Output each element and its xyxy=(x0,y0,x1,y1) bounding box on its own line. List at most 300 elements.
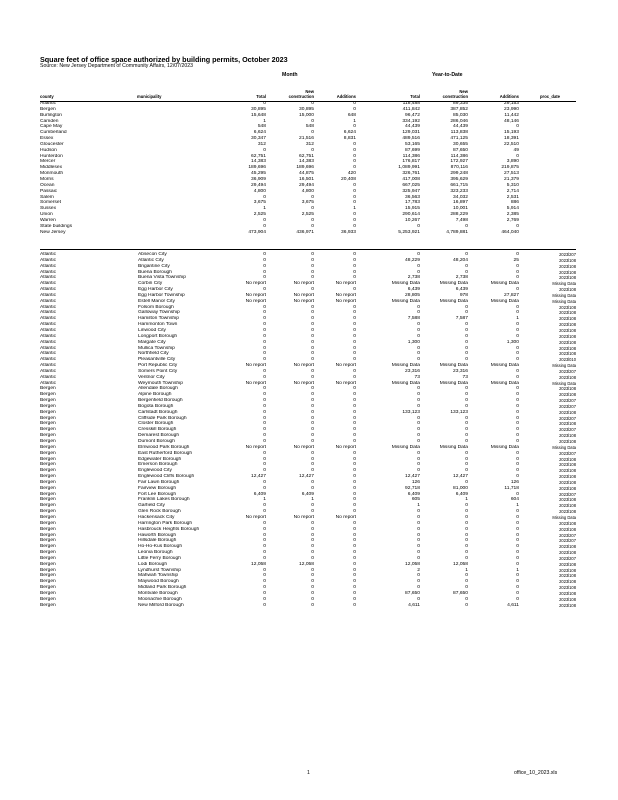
table-cell: Absecon City xyxy=(138,252,167,257)
table-cell: 0 xyxy=(353,503,356,509)
table-cell: 87,650 xyxy=(405,590,420,596)
detail-table xyxy=(40,252,576,608)
table-cell: 29,494 xyxy=(251,182,266,188)
table-cell: No report xyxy=(293,281,314,287)
table-cell: 0 xyxy=(417,468,420,474)
table-cell: 0 xyxy=(353,415,356,421)
table-cell: 0 xyxy=(465,345,468,351)
table-cell: 20,408 xyxy=(341,176,356,182)
table-cell: 548 xyxy=(257,124,266,130)
table-cell: 0 xyxy=(353,409,356,415)
table-cell: No report xyxy=(293,444,314,450)
table-cell: 0 xyxy=(353,485,356,491)
table-cell: 0 xyxy=(311,263,314,269)
table-cell: 0 xyxy=(353,269,356,275)
table-cell: Fair Lawn Borough xyxy=(138,479,180,485)
table-cell: 0 xyxy=(465,579,468,585)
table-cell: 27,827 xyxy=(504,292,519,298)
table-cell: 172,927 xyxy=(450,159,468,165)
table-cell: 1 xyxy=(353,118,356,124)
table-cell: 0 xyxy=(263,269,266,275)
table-cell: Midland Park Borough xyxy=(138,585,187,591)
table-cell: 0 xyxy=(263,386,266,392)
table-cell: 0 xyxy=(516,263,519,269)
table-cell: 0 xyxy=(353,124,356,130)
table-cell: 62,751 xyxy=(251,153,266,159)
table-cell: 0 xyxy=(263,304,266,310)
table-cell: 0 xyxy=(417,223,420,229)
table-cell: 0 xyxy=(353,538,356,544)
table-cell: Bergen xyxy=(40,444,56,450)
table-cell: Bergen xyxy=(40,392,56,398)
table-cell: 4,611 xyxy=(507,602,519,608)
table-cell: 0 xyxy=(417,269,420,275)
table-cell: 30,895 xyxy=(299,106,314,112)
table-cell: 0 xyxy=(263,357,266,363)
table-cell: 2023l207 xyxy=(559,450,576,456)
table-cell: 661,715 xyxy=(450,182,468,188)
table-cell: 0 xyxy=(311,462,314,468)
table-cell: 0 xyxy=(417,357,420,363)
table-cell: 7,588 xyxy=(407,316,420,322)
table-cell: 0 xyxy=(417,456,420,462)
table-cell: Linwood City xyxy=(138,327,166,333)
table-cell: 0 xyxy=(465,333,468,339)
table-cell: 0 xyxy=(465,415,468,421)
table-cell: 25 xyxy=(513,257,519,263)
table-cell: 0 xyxy=(263,532,266,538)
table-cell: 6,409 xyxy=(301,491,314,497)
table-cell: Bergen xyxy=(40,106,56,112)
table-cell: Missing Data xyxy=(552,281,576,287)
table-cell: Bergen xyxy=(40,503,56,509)
table-cell: 0 xyxy=(465,327,468,333)
table-cell: 96,472 xyxy=(405,112,420,118)
table-cell: 1,300 xyxy=(407,339,420,345)
table-cell: Demarest Borough xyxy=(138,433,180,439)
table-cell: 0 xyxy=(465,450,468,456)
table-cell: 0 xyxy=(353,520,356,526)
table-cell: 0 xyxy=(516,427,519,433)
table-cell: Ocean xyxy=(40,182,55,188)
table-cell: 0 xyxy=(311,538,314,544)
table-cell: Missing Data xyxy=(490,380,519,386)
table-cell: 0 xyxy=(353,433,356,439)
table-cell: 0 xyxy=(516,322,519,328)
table-cell: 0 xyxy=(353,194,356,200)
table-cell: 0 xyxy=(417,550,420,556)
table-cell: Harrington Park Borough xyxy=(138,520,193,526)
table-cell: Cliffside Park Borough xyxy=(138,415,187,421)
table-cell: Atlantic xyxy=(40,333,57,339)
table-cell: 0 xyxy=(516,561,519,567)
table-cell: Atlantic xyxy=(40,304,57,310)
table-cell: 0 xyxy=(516,398,519,404)
table-cell: 10,001 xyxy=(453,206,468,212)
table-cell: 2023l108 xyxy=(559,579,576,585)
table-cell: 1 xyxy=(263,206,266,212)
table-cell: Englewood City xyxy=(138,468,172,474)
table-cell: 0 xyxy=(417,421,420,427)
table-cell: 15,648 xyxy=(251,112,266,118)
table-cell: 0 xyxy=(353,392,356,398)
table-cell: 4,800 xyxy=(301,188,314,194)
table-cell: 0 xyxy=(311,590,314,596)
table-cell: 870,116 xyxy=(450,165,468,171)
table-cell: 3,675 xyxy=(301,200,314,206)
table-cell: 2023l108 xyxy=(559,567,576,573)
table-cell: 290,614 xyxy=(402,212,420,218)
table-cell: Dumont Borough xyxy=(138,439,175,444)
table-cell: 12,427 xyxy=(453,474,468,480)
table-cell: Morris xyxy=(40,176,54,182)
table-cell: 0 xyxy=(311,526,314,532)
table-cell: 0 xyxy=(311,415,314,421)
table-cell: New Milford Borough xyxy=(138,602,184,608)
table-cell: 0 xyxy=(353,316,356,322)
table-cell: 1 xyxy=(516,503,519,509)
table-cell: 2023l108 xyxy=(559,544,576,550)
table-cell: 0 xyxy=(311,409,314,415)
table-cell: Atlantic xyxy=(40,368,57,374)
table-cell: 0 xyxy=(465,573,468,579)
table-cell: 2023l108 xyxy=(559,421,576,427)
table-cell: 6,409 xyxy=(253,491,266,497)
table-cell: 2023l108 xyxy=(559,287,576,293)
table-cell: 0 xyxy=(311,269,314,275)
table-cell: Margate City xyxy=(138,339,166,345)
table-cell: 0 xyxy=(311,567,314,573)
table-cell: 1 xyxy=(311,497,314,503)
group-header-month: Month xyxy=(282,72,298,78)
table-cell: 0 xyxy=(516,304,519,310)
table-cell: 28,805 xyxy=(405,292,420,298)
table-cell: 0 xyxy=(311,101,314,106)
table-cell: 2023l108 xyxy=(559,485,576,491)
table-cell: 0 xyxy=(311,345,314,351)
table-cell: 0 xyxy=(465,462,468,468)
table-cell: 2023l108 xyxy=(559,561,576,567)
table-cell: 30,655 xyxy=(453,141,468,147)
table-cell: 15,915 xyxy=(405,206,420,212)
table-cell: 0 xyxy=(516,555,519,561)
table-cell: 0 xyxy=(353,561,356,567)
table-cell: Salem xyxy=(40,194,54,200)
table-cell: Leonia Borough xyxy=(138,550,173,556)
table-cell: 0 xyxy=(465,585,468,591)
table-cell: 1,300 xyxy=(506,339,519,345)
table-cell: Bergen xyxy=(40,509,56,515)
table-cell: 0 xyxy=(311,532,314,538)
table-cell: 0 xyxy=(465,386,468,392)
table-cell: 0 xyxy=(263,468,266,474)
table-cell: 0 xyxy=(417,333,420,339)
table-cell: 0 xyxy=(311,147,314,153)
table-cell: 0 xyxy=(516,491,519,497)
table-cell: 0 xyxy=(311,427,314,433)
table-cell: Somers Point City xyxy=(138,368,178,374)
table-cell: 44,875 xyxy=(299,171,314,177)
table-cell: Haworth Borough xyxy=(138,532,177,538)
table-cell: Bergen xyxy=(40,538,56,544)
table-cell: 0 xyxy=(516,351,519,357)
column-header-total: Total xyxy=(256,94,266,99)
table-cell: 12,427 xyxy=(251,474,266,480)
table-cell: No report xyxy=(245,292,266,298)
table-cell: 0 xyxy=(311,509,314,515)
table-cell: 0 xyxy=(263,526,266,532)
table-cell: 0 xyxy=(353,188,356,194)
table-cell: 312 xyxy=(305,141,314,147)
table-cell: 45,295 xyxy=(251,171,266,177)
table-cell: 0 xyxy=(417,398,420,404)
table-cell: 2023l108 xyxy=(559,526,576,532)
table-cell: 2023l207 xyxy=(559,491,576,497)
table-cell: 12,427 xyxy=(299,474,314,480)
table-cell: Atlantic xyxy=(40,287,57,293)
table-cell: Missing Data xyxy=(490,444,519,450)
table-cell: 118,488 xyxy=(402,101,420,106)
table-cell: Bergen xyxy=(40,398,56,404)
table-cell: 0 xyxy=(311,194,314,200)
table-cell: 0 xyxy=(516,514,519,520)
table-cell: Bergen xyxy=(40,468,56,474)
table-cell: 667,025 xyxy=(402,182,420,188)
table-cell: 0 xyxy=(263,415,266,421)
table-cell: Atlantic xyxy=(40,380,57,386)
table-cell: 0 xyxy=(353,257,356,263)
table-cell: 0 xyxy=(353,165,356,171)
table-cell: 0 xyxy=(465,433,468,439)
table-cell: 2023l108 xyxy=(559,602,576,608)
table-cell: 0 xyxy=(417,427,420,433)
table-cell: 49 xyxy=(513,147,519,153)
table-cell: Mullica Township xyxy=(138,345,175,351)
table-cell: 2023l010 xyxy=(559,357,576,363)
table-cell: 395,629 xyxy=(450,176,468,182)
table-cell: 29,494 xyxy=(299,182,314,188)
column-header-county: county xyxy=(40,94,54,99)
table-cell: 81,000 xyxy=(453,485,468,491)
table-cell: 0 xyxy=(353,590,356,596)
column-header-proc-date: proc_date xyxy=(540,94,561,99)
detail-row xyxy=(40,603,576,609)
table-cell: 334,192 xyxy=(402,118,420,124)
table-cell: Missing Data xyxy=(490,298,519,304)
table-cell: 5,914 xyxy=(506,206,519,212)
table-cell: Fort Lee Borough xyxy=(138,491,177,497)
table-cell: 0 xyxy=(465,514,468,520)
table-cell: 11,442 xyxy=(504,112,519,118)
table-cell: 0 xyxy=(516,433,519,439)
table-cell: 0 xyxy=(311,275,314,281)
table-cell: 0 xyxy=(465,351,468,357)
table-cell: 92,718 xyxy=(405,485,420,491)
table-cell: 1 xyxy=(263,497,266,503)
report-title: Square feet of office space authorized by building permits, October 2023 xyxy=(40,55,288,64)
table-cell: 0 xyxy=(353,497,356,503)
table-cell: 978 xyxy=(459,292,468,298)
table-cell: Warren xyxy=(40,217,56,223)
table-cell: No report xyxy=(335,444,356,450)
table-cell: Missing Data xyxy=(552,514,576,520)
table-cell: 0 xyxy=(263,421,266,427)
table-cell: 2023l108 xyxy=(559,339,576,345)
table-cell: 2023l207 xyxy=(559,555,576,561)
table-cell: 0 xyxy=(353,585,356,591)
table-cell: 12,058 xyxy=(251,561,266,567)
table-cell: Hackensack City xyxy=(138,514,175,520)
table-cell: 0 xyxy=(311,206,314,212)
table-cell: Mahwah Township xyxy=(138,573,179,579)
table-cell: Hasbrouck Heights Borough xyxy=(138,526,200,532)
table-cell: No report xyxy=(335,298,356,304)
table-cell: 0 xyxy=(263,398,266,404)
table-cell: 23,316 xyxy=(405,368,420,374)
table-cell: 0 xyxy=(516,392,519,398)
table-cell: 0 xyxy=(263,287,266,293)
table-cell: Bergen xyxy=(40,561,56,567)
table-cell: 0 xyxy=(311,322,314,328)
table-cell: 133,123 xyxy=(402,409,420,415)
table-cell: 0 xyxy=(353,456,356,462)
table-cell: 0 xyxy=(263,368,266,374)
table-cell: Ventnor City xyxy=(138,374,165,380)
table-cell: Atlantic xyxy=(40,357,57,363)
table-cell: 648 xyxy=(347,112,356,118)
table-cell: No report xyxy=(245,281,266,287)
table-cell: 0 xyxy=(263,602,266,608)
table-cell: 2023l108 xyxy=(559,333,576,339)
table-cell: 0 xyxy=(311,485,314,491)
table-cell: No report xyxy=(335,380,356,386)
table-cell: 1,089,991 xyxy=(398,165,420,171)
column-header-ytd-additions: Additions xyxy=(499,94,519,99)
table-cell: 2023l108 xyxy=(559,409,576,415)
table-cell: 0 xyxy=(263,503,266,509)
table-cell: 2,531 xyxy=(506,194,519,200)
table-cell: 0 xyxy=(263,263,266,269)
table-cell: 3,675 xyxy=(253,200,266,206)
table-cell: 387,852 xyxy=(450,106,468,112)
table-cell: 2023l108 xyxy=(559,374,576,380)
table-cell: 0 xyxy=(417,310,420,316)
table-cell: 1 xyxy=(516,567,519,573)
table-cell: Bogota Borough xyxy=(138,403,174,409)
table-cell: 0 xyxy=(417,439,420,444)
table-cell: Moonachie Borough xyxy=(138,596,182,602)
table-cell: 0 xyxy=(311,555,314,561)
table-cell: Bergen xyxy=(40,596,56,602)
table-cell: Garfield City xyxy=(138,503,165,509)
table-cell: 0 xyxy=(263,351,266,357)
table-cell: 0 xyxy=(516,357,519,363)
table-cell: Buena Borough xyxy=(138,269,172,275)
table-cell: 6,409 xyxy=(407,491,420,497)
table-cell: Bergen xyxy=(40,532,56,538)
table-cell: 0 xyxy=(311,403,314,409)
table-cell: 14,383 xyxy=(251,159,266,165)
table-cell: 0 xyxy=(353,439,356,444)
table-cell: 489,516 xyxy=(402,136,420,142)
table-cell: State buildings xyxy=(40,223,73,229)
table-cell: 1 xyxy=(465,497,468,503)
table-cell: 0 xyxy=(353,287,356,293)
table-cell: 1 xyxy=(516,316,519,322)
table-cell: 0 xyxy=(516,596,519,602)
table-cell: 0 xyxy=(417,322,420,328)
table-cell: 0 xyxy=(353,567,356,573)
table-cell: 5,310 xyxy=(506,182,519,188)
column-header-municipality: municipality xyxy=(137,94,162,99)
table-cell: 0 xyxy=(263,427,266,433)
table-cell: 12,058 xyxy=(299,561,314,567)
table-cell: East Rutherford Borough xyxy=(138,450,193,456)
table-cell: 0 xyxy=(353,602,356,608)
table-cell: 0 xyxy=(263,333,266,339)
table-cell: Galloway Township xyxy=(138,310,180,316)
table-cell: 0 xyxy=(263,520,266,526)
table-cell: 113,838 xyxy=(450,130,468,136)
table-cell: 2023l108 xyxy=(559,520,576,526)
table-cell: 0 xyxy=(311,573,314,579)
table-cell: No report xyxy=(245,298,266,304)
table-cell: Little Ferry Borough xyxy=(138,555,181,561)
table-cell: 0 xyxy=(465,538,468,544)
table-cell: 0 xyxy=(465,520,468,526)
table-cell: 0 xyxy=(417,392,420,398)
table-cell: 73 xyxy=(462,374,468,380)
table-cell: 2023l108 xyxy=(559,590,576,596)
table-cell: Hillsdale Borough xyxy=(138,538,177,544)
table-cell: 0 xyxy=(353,386,356,392)
table-cell: No report xyxy=(245,363,266,369)
table-cell: 0 xyxy=(353,421,356,427)
table-cell: 0 xyxy=(516,153,519,159)
table-cell: Bergen xyxy=(40,456,56,462)
table-cell: Missing Data xyxy=(552,363,576,369)
table-cell: 0 xyxy=(311,252,314,257)
table-cell: 0 xyxy=(311,439,314,444)
table-cell: 0 xyxy=(311,544,314,550)
table-cell: 62,751 xyxy=(299,153,314,159)
table-cell: 286,046 xyxy=(450,118,468,124)
table-cell: 0 xyxy=(353,212,356,218)
table-cell: 0 xyxy=(516,450,519,456)
table-cell: Brigantine City xyxy=(138,263,170,269)
table-cell: Missing Data xyxy=(552,380,576,386)
table-cell: 21,516 xyxy=(299,136,314,142)
table-cell: Missing Data xyxy=(552,292,576,298)
table-cell: Bergen xyxy=(40,409,56,415)
table-cell: 0 xyxy=(465,596,468,602)
table-cell: 473,904 xyxy=(248,229,266,235)
column-header-new-construction: New construction xyxy=(288,88,314,99)
table-cell: Ho-Ho-Kus Borough xyxy=(138,544,183,550)
table-cell: Bergen xyxy=(40,550,56,556)
table-cell: 0 xyxy=(465,544,468,550)
table-cell: Bergenfield Borough xyxy=(138,398,183,404)
table-cell: 0 xyxy=(311,579,314,585)
table-cell: 0 xyxy=(417,351,420,357)
table-cell: Bergen xyxy=(40,590,56,596)
table-cell: 133,123 xyxy=(450,409,468,415)
table-cell: Hudson xyxy=(40,147,57,153)
table-cell: 0 xyxy=(353,550,356,556)
table-cell: 0 xyxy=(311,257,314,263)
table-cell: Missing Data xyxy=(490,281,519,287)
table-cell: Missing Data xyxy=(439,380,468,386)
